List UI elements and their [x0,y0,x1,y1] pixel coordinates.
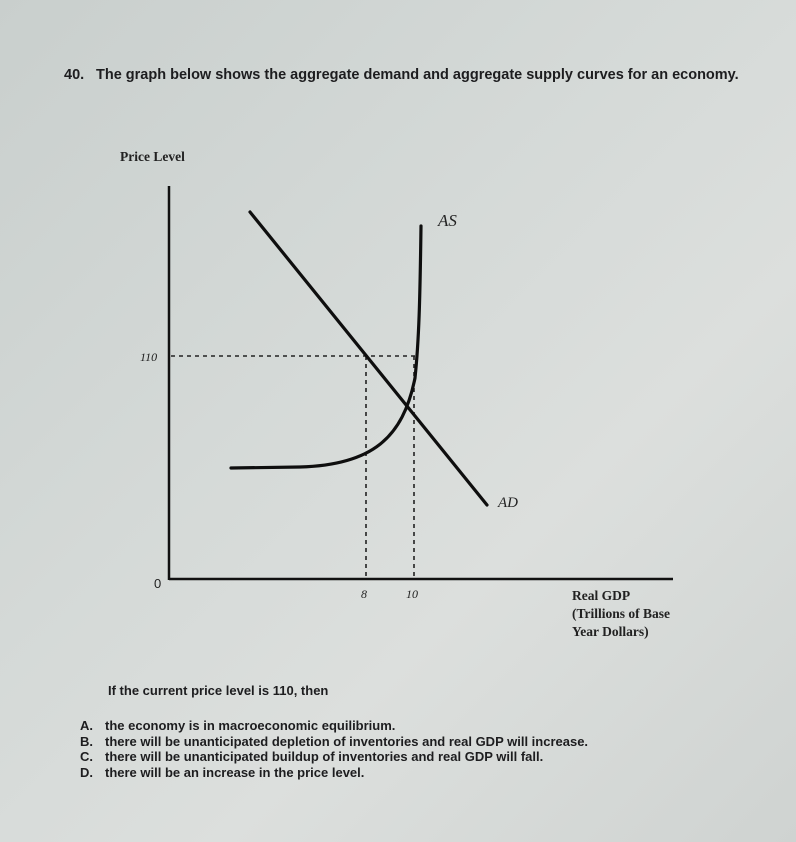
price-tick-label: 110 [140,350,158,364]
y-axis-label: Price Level [120,149,185,164]
choice-c[interactable] [80,749,760,765]
answer-choices [80,718,760,780]
ad-curve-label: AD [498,495,518,511]
choice-a[interactable] [80,718,760,734]
choice-d[interactable] [80,765,760,781]
choice-b[interactable] [80,734,760,750]
question-text: The graph below shows the aggregate demand and aggregate supply curves for an economy. [96,67,739,83]
choice-text: the economy is in macroeconomic equilibrium. [105,718,396,733]
x-axis-label-line-1: Real GDP [572,588,631,603]
choice-letter: B. [80,733,93,749]
choice-letter: D. [80,764,93,780]
gdp-tick-label-10: 10 [406,587,418,601]
choice-text: there will be unanticipated buildup of inventories and real GDP will fall. [105,749,544,764]
choice-letter: A. [80,718,93,733]
choice-text: there will be an increase in the price level. [105,764,365,780]
gdp-tick-label-8: 8 [361,587,367,601]
x-axis-label-line-3: Year Dollars) [572,624,649,639]
as-curve-label: AS [438,211,457,230]
choice-letter: C. [80,749,93,764]
question-number: 40. [64,67,85,83]
choice-text: there will be unanticipated depletion of inventories and real GDP will increase. [105,733,589,749]
x-axis-label-line-2: (Trillions of Base [572,606,671,621]
origin-label: 0 [154,576,162,591]
question-prompt: If the current price level is 110, then [108,683,329,698]
as-curve [231,226,421,468]
ad-curve [250,212,487,505]
